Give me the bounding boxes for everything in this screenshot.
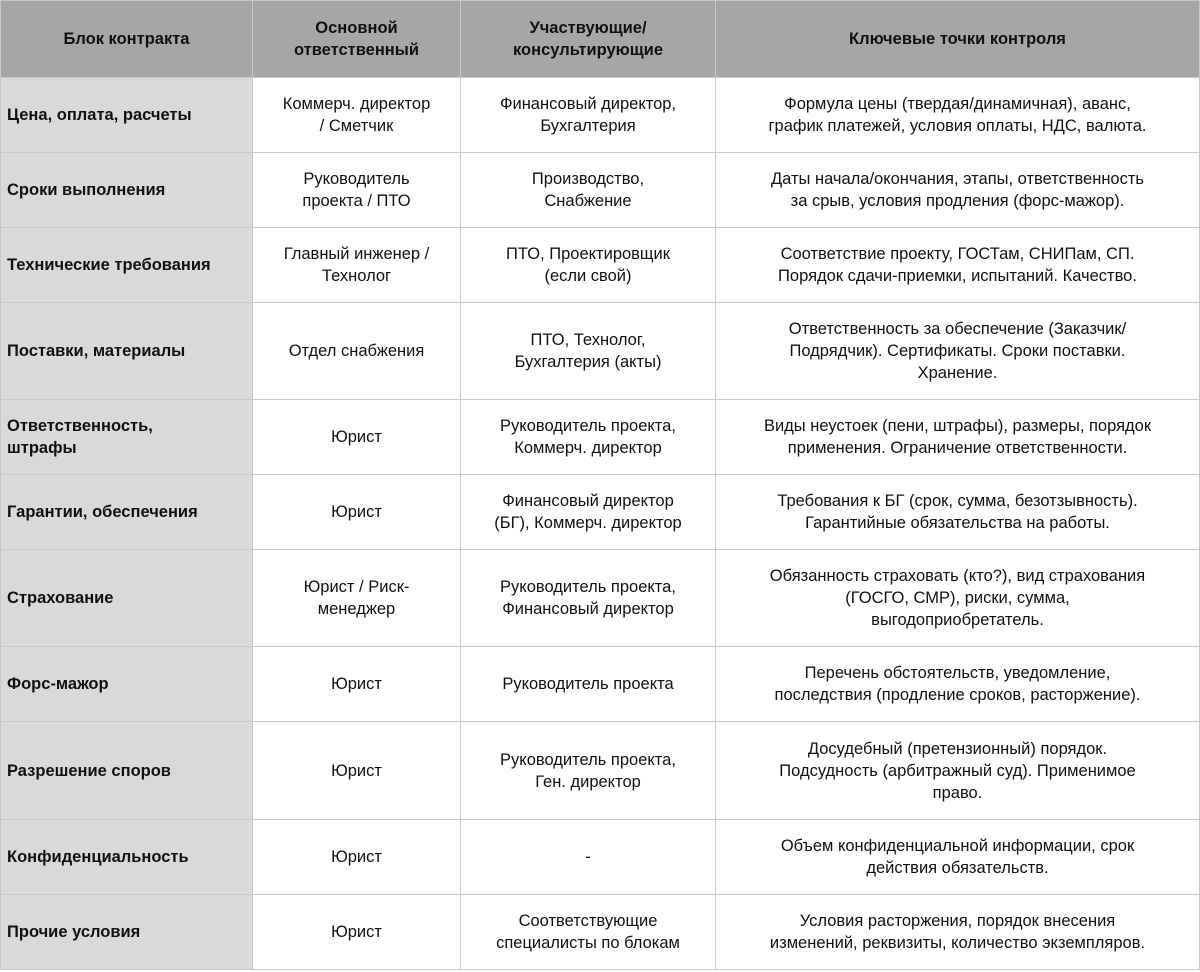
controls-cell: Перечень обстоятельств, уведомление, последствия (продление сроков, расторжение).	[716, 647, 1200, 722]
table-row	[1, 820, 1200, 895]
header-row	[1, 1, 1200, 78]
participants-cell: Финансовый директор, Бухгалтерия	[461, 78, 716, 153]
block-cell: Страхование	[1, 550, 253, 647]
table-row	[1, 400, 1200, 475]
table-row	[1, 895, 1200, 970]
owner-cell: Юрист / Риск- менеджер	[253, 550, 461, 647]
controls-cell: Условия расторжения, порядок внесения изменений, реквизиты, количество экземпляров.	[716, 895, 1200, 970]
controls-cell: Обязанность страховать (кто?), вид страхования (ГОСГО, СМР), риски, сумма, выгодоприобретатель.	[716, 550, 1200, 647]
controls-cell: Досудебный (претензионный) порядок. Подсудность (арбитражный суд). Применимое право.	[716, 722, 1200, 820]
table-row	[1, 475, 1200, 550]
controls-cell: Ответственность за обеспечение (Заказчик/ Подрядчик). Сертификаты. Сроки поставки. Хранение.	[716, 303, 1200, 400]
owner-cell: Коммерч. директор / Сметчик	[253, 78, 461, 153]
owner-cell: Юрист	[253, 820, 461, 895]
owner-cell: Главный инженер / Технолог	[253, 228, 461, 303]
controls-cell: Объем конфиденциальной информации, срок действия обязательств.	[716, 820, 1200, 895]
owner-cell: Юрист	[253, 400, 461, 475]
participants-cell: Руководитель проекта	[461, 647, 716, 722]
controls-cell: Формула цены (твердая/динамичная), аванс, график платежей, условия оплаты, НДС, валюта.	[716, 78, 1200, 153]
participants-cell: ПТО, Технолог, Бухгалтерия (акты)	[461, 303, 716, 400]
participants-cell: ПТО, Проектировщик (если свой)	[461, 228, 716, 303]
table-row	[1, 303, 1200, 400]
block-cell: Форс-мажор	[1, 647, 253, 722]
controls-cell: Соответствие проекту, ГОСТам, СНИПам, СП. Порядок сдачи-приемки, испытаний. Качество.	[716, 228, 1200, 303]
block-cell: Сроки выполнения	[1, 153, 253, 228]
table-row	[1, 228, 1200, 303]
table-row	[1, 647, 1200, 722]
table-row	[1, 153, 1200, 228]
owner-cell: Юрист	[253, 475, 461, 550]
block-cell: Ответственность, штрафы	[1, 400, 253, 475]
owner-cell: Юрист	[253, 647, 461, 722]
table-row	[1, 78, 1200, 153]
participants-cell: Руководитель проекта, Ген. директор	[461, 722, 716, 820]
owner-cell: Юрист	[253, 895, 461, 970]
header-block: Блок контракта	[1, 1, 253, 78]
controls-cell: Даты начала/окончания, этапы, ответственность за срыв, условия продления (форс-мажор).	[716, 153, 1200, 228]
table-row	[1, 550, 1200, 647]
participants-cell: Соответствующие специалисты по блокам	[461, 895, 716, 970]
controls-cell: Виды неустоек (пени, штрафы), размеры, порядок применения. Ограничение ответственности.	[716, 400, 1200, 475]
block-cell: Гарантии, обеспечения	[1, 475, 253, 550]
participants-cell: Производство, Снабжение	[461, 153, 716, 228]
owner-cell: Отдел снабжения	[253, 303, 461, 400]
block-cell: Цена, оплата, расчеты	[1, 78, 253, 153]
block-cell: Прочие условия	[1, 895, 253, 970]
header-controls: Ключевые точки контроля	[716, 1, 1200, 78]
block-cell: Технические требования	[1, 228, 253, 303]
owner-cell: Руководитель проекта / ПТО	[253, 153, 461, 228]
participants-cell: -	[461, 820, 716, 895]
header-owner: Основной ответственный	[253, 1, 461, 78]
owner-cell: Юрист	[253, 722, 461, 820]
participants-cell: Руководитель проекта, Коммерч. директор	[461, 400, 716, 475]
table-row	[1, 722, 1200, 820]
block-cell: Конфиденциальность	[1, 820, 253, 895]
participants-cell: Финансовый директор (БГ), Коммерч. директор	[461, 475, 716, 550]
header-participants: Участвующие/ консультирующие	[461, 1, 716, 78]
block-cell: Поставки, материалы	[1, 303, 253, 400]
participants-cell: Руководитель проекта, Финансовый директор	[461, 550, 716, 647]
controls-cell: Требования к БГ (срок, сумма, безотзывность). Гарантийные обязательства на работы.	[716, 475, 1200, 550]
block-cell: Разрешение споров	[1, 722, 253, 820]
